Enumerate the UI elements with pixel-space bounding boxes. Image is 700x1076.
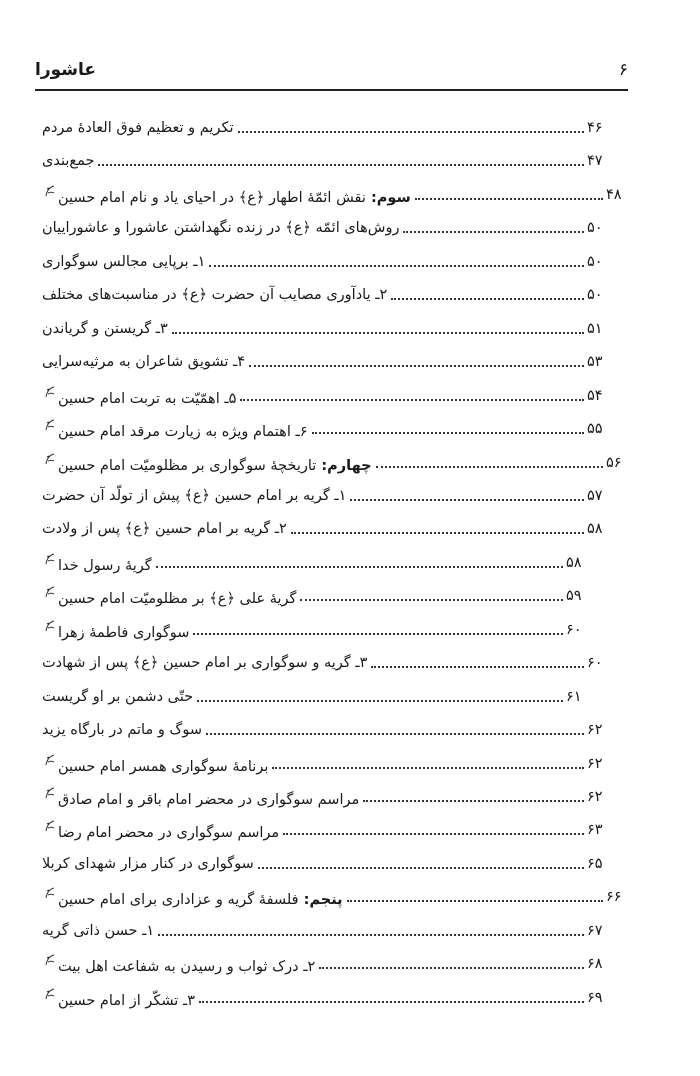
toc-entry[interactable] — [38, 549, 590, 577]
dot-leader — [347, 886, 603, 902]
honorific-icon — [44, 184, 56, 198]
toc-entry-label — [38, 184, 411, 206]
toc-page-number: ۶۲ — [587, 755, 603, 772]
dot-leader — [258, 853, 584, 869]
dot-leader — [376, 452, 603, 468]
toc-entry[interactable] — [38, 582, 590, 610]
toc-entry[interactable] — [38, 482, 611, 510]
toc-entry[interactable] — [38, 147, 611, 175]
toc-entry[interactable] — [38, 783, 611, 811]
toc-entry-text: سوگواری فاطمهٔ زهرا — [58, 624, 190, 641]
dot-leader — [300, 585, 563, 601]
toc-page-number: ۵۰ — [587, 253, 603, 270]
toc-entry-text: ۲ـ گریه بر امام حسین ﴿ع﴾ پس از ولادت — [42, 521, 287, 538]
toc-entry[interactable] — [38, 449, 630, 477]
running-header — [35, 58, 628, 88]
toc-entry[interactable] — [38, 248, 611, 276]
toc-entry-label — [38, 385, 236, 407]
toc-entry-label — [38, 220, 399, 236]
toc-entry-text: ۳ـ گریه و سوگواری بر امام حسین ﴿ع﴾ پس از شهادت — [42, 655, 368, 672]
section-heading: چهارم: — [316, 457, 372, 474]
toc-entry-text: ۱ـ برپایی مجالس سوگواری — [42, 253, 206, 270]
toc-page-number: ۵۳ — [587, 354, 603, 371]
toc-entry[interactable] — [38, 281, 611, 309]
toc-entry-label — [38, 987, 195, 1009]
toc-entry-text: ۴ـ تشویق شاعران به مرثیه‌سرایی — [42, 354, 246, 371]
toc-entry-text: نقش ائمّهٔ اطهار ﴿ع﴾ در احیای یاد و نام امام حسین — [58, 189, 366, 206]
dot-leader — [319, 953, 584, 969]
toc-page-number: ۵۰ — [587, 220, 603, 237]
dot-leader — [156, 552, 563, 568]
dot-leader — [371, 652, 584, 668]
dot-leader — [391, 284, 584, 300]
toc-entry-label — [38, 287, 387, 303]
toc-entry[interactable] — [38, 883, 630, 911]
toc-entry-text: ۲ـ درک ثواب و رسیدن به شفاعت اهل بیت — [58, 959, 316, 976]
honorific-icon — [44, 953, 56, 967]
toc-entry[interactable] — [38, 816, 611, 844]
toc-entry-text: سوگواری در کنار مزار شهدای کربلا — [42, 855, 254, 872]
dot-leader — [283, 819, 584, 835]
honorific-icon — [44, 418, 56, 432]
honorific-icon — [44, 552, 56, 566]
toc-entry-text: ۱ـ حسن ذاتی گریه — [42, 922, 155, 939]
toc-entry[interactable] — [38, 114, 611, 142]
toc-entry-label — [38, 886, 343, 908]
dot-leader — [415, 184, 603, 200]
toc-entry-label — [38, 722, 202, 738]
toc-entry-text: گریهٔ رسول خدا — [58, 557, 152, 574]
toc-entry[interactable] — [38, 616, 590, 644]
toc-page-number: ۵۸ — [587, 521, 603, 538]
toc-entry[interactable] — [38, 984, 611, 1012]
dot-leader — [363, 786, 584, 802]
dot-leader — [98, 150, 584, 166]
toc-entry-label — [38, 953, 315, 975]
dot-leader — [403, 217, 584, 233]
toc-entry[interactable] — [38, 950, 611, 978]
toc-entry-text: برنامهٔ سوگواری همسر امام حسین — [58, 758, 269, 775]
toc-page-number: ۵۹ — [566, 588, 582, 605]
honorific-icon — [44, 585, 56, 599]
toc-page-number: ۶۸ — [587, 956, 603, 973]
toc-entry-text: روش‌های ائمّه ﴿ع﴾ در زنده نگهداشتن عاشورا و عاشوراییان — [42, 220, 400, 237]
toc-entry[interactable] — [38, 382, 611, 410]
toc-entry-text: ۲ـ یادآوری مصایب آن حضرت ﴿ع﴾ در مناسبت‌های مختلف — [42, 287, 388, 304]
toc-entry[interactable] — [38, 181, 630, 209]
header-rule — [35, 89, 628, 91]
honorific-icon — [44, 786, 56, 800]
page-number: ۶ — [618, 60, 628, 80]
toc-entry-text: مراسم سوگواری در محضر امام باقر و امام صادق — [58, 792, 360, 808]
dot-leader — [193, 619, 563, 635]
toc-entry-text: مراسم سوگواری در محضر امام رضا — [58, 825, 280, 842]
toc-entry[interactable] — [38, 750, 611, 778]
dot-leader — [199, 987, 584, 1003]
dot-leader — [172, 318, 584, 334]
toc-page-number: ۵۶ — [606, 454, 622, 471]
toc-page-number: ۶۰ — [566, 621, 582, 638]
honorific-icon — [44, 452, 56, 466]
dot-leader — [238, 117, 584, 133]
toc-page-number: ۶۵ — [587, 855, 603, 872]
toc-entry-label — [38, 354, 245, 370]
dot-leader — [158, 920, 584, 936]
toc-page-number: ۶۶ — [606, 889, 622, 906]
dot-leader — [312, 418, 584, 434]
toc-entry-text: ۱ـ گریه بر امام حسین ﴿ع﴾ پیش از تولّد آن حضرت — [42, 487, 347, 504]
toc-page-number: ۵۰ — [587, 287, 603, 304]
toc-entry-label — [38, 619, 189, 641]
toc-page-number: ۵۷ — [587, 487, 603, 504]
toc-page-number: ۶۹ — [587, 989, 603, 1006]
toc-entry[interactable] — [38, 515, 611, 543]
toc-page-number: ۵۴ — [587, 387, 603, 404]
toc-entry-label — [38, 655, 367, 671]
toc-entry[interactable] — [38, 214, 611, 242]
toc-entry-label — [38, 120, 234, 136]
book-title: عاشورا — [35, 60, 96, 80]
toc-entry-label — [38, 452, 372, 474]
toc-entry-label — [38, 923, 154, 939]
toc-page-number: ۶۲ — [587, 722, 603, 739]
honorific-icon — [44, 753, 56, 767]
toc-entry-text: تکریم و تعظیم فوق العادهٔ مردم — [42, 120, 234, 136]
dot-leader — [206, 719, 584, 735]
toc-entry[interactable] — [38, 683, 590, 711]
toc-entry-text: تاریخچهٔ سوگواری بر مظلومیّت امام حسین — [58, 457, 317, 474]
section-heading: سوم: — [365, 189, 411, 206]
toc-entry-text: جمع‌بندی — [42, 153, 95, 170]
toc-entry-text: فلسفهٔ گریه و عزاداری برای امام حسین — [58, 892, 299, 909]
toc-entry-text: گریهٔ علی ﴿ع﴾ بر مظلومیّت امام حسین — [58, 591, 297, 608]
dot-leader — [249, 351, 584, 367]
toc-entry-label — [38, 321, 168, 337]
toc-entry-label — [38, 153, 94, 169]
toc-entry-text: ۶ـ اهتمام ویژه به زیارت مرقد امام حسین — [58, 424, 308, 441]
toc-entry-label — [38, 856, 254, 872]
toc-page-number: ۶۲ — [587, 789, 603, 805]
toc-entry[interactable] — [38, 649, 611, 677]
toc-entry-label — [38, 689, 193, 705]
toc-entry-text: حتّی دشمن بر او گریست — [42, 688, 194, 705]
dot-leader — [240, 385, 584, 401]
toc-page-number: ۴۸ — [606, 186, 622, 203]
toc-entry-label — [38, 786, 359, 808]
toc-page-number: ۵۱ — [587, 320, 603, 337]
toc-entry[interactable] — [38, 716, 611, 744]
toc-page-number: ۴۶ — [587, 120, 603, 136]
honorific-icon — [44, 886, 56, 900]
section-heading: پنجم: — [298, 892, 343, 909]
toc-entry[interactable] — [38, 917, 611, 945]
toc-entry-label — [38, 585, 296, 607]
honorific-icon — [44, 385, 56, 399]
dot-leader — [291, 518, 584, 534]
toc-entry-label — [38, 521, 287, 537]
toc-entry-label — [38, 418, 308, 440]
toc-page-number: ۶۷ — [587, 922, 603, 939]
toc-page-number: ۶۱ — [566, 688, 582, 705]
toc-entry[interactable] — [38, 315, 611, 343]
toc-entry-label — [38, 552, 152, 574]
dot-leader — [197, 686, 563, 702]
toc-entry-label — [38, 819, 279, 841]
toc-page-number: ۵۵ — [587, 421, 603, 438]
toc-entry-text: ۳ـ تشکّر از امام حسین — [58, 992, 195, 1009]
dot-leader — [272, 753, 584, 769]
toc-entry-label — [38, 488, 346, 504]
toc-entry[interactable] — [38, 415, 611, 443]
toc-entry[interactable] — [38, 850, 611, 878]
toc-entry-text: ۳ـ گریستن و گریاندن — [42, 320, 168, 337]
honorific-icon — [44, 619, 56, 633]
toc-entry-label — [38, 753, 268, 775]
honorific-icon — [44, 987, 56, 1001]
honorific-icon — [44, 819, 56, 833]
toc-entry-label — [38, 254, 205, 270]
toc-page-number: ۶۰ — [587, 655, 603, 672]
dot-leader — [350, 485, 584, 501]
toc-entry-text: ۵ـ اهمّیّت به تربت امام حسین — [58, 390, 237, 407]
toc-entry-text: سوگ و ماتم در بارگاه یزید — [42, 722, 203, 739]
toc-page-number: ۶۳ — [587, 822, 603, 839]
dot-leader — [209, 251, 584, 267]
toc-entry[interactable] — [38, 348, 611, 376]
toc-page-number: ۵۸ — [566, 554, 582, 571]
toc-page-number: ۴۷ — [587, 153, 603, 170]
